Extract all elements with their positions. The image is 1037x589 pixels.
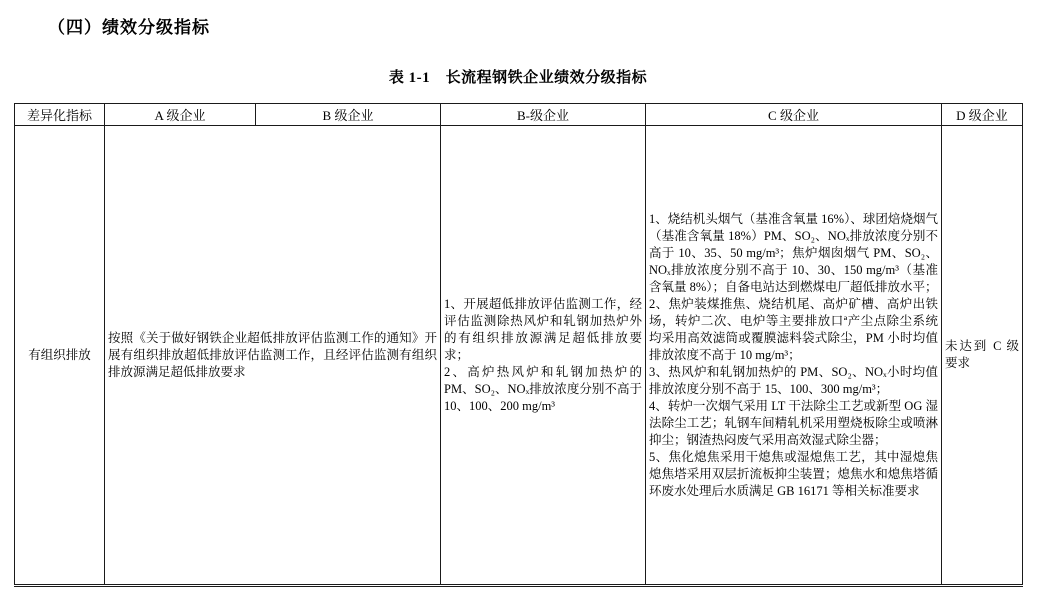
col-header-indicator: 差异化指标 — [15, 104, 105, 126]
grade-c-item-4: 4、转炉一次烟气采用 LT 干法除尘工艺或新型 OG 湿法除尘工艺；轧钢车间精轧机采用塑烧板除尘或喷淋抑尘；钢渣热闷废气采用高效湿式除尘器； — [649, 398, 938, 447]
grade-b-minus-item-1: 1、开展超低排放评估监测工作，经评估监测除热风炉和轧钢加热炉外的有组织排放源满足超低排放要求； — [444, 296, 642, 362]
cell-grade-a-b-merged — [105, 126, 441, 586]
performance-grading-table — [14, 103, 1023, 587]
grade-ab-text: 按照《关于做好钢铁企业超低排放评估监测工作的通知》开展有组织排放超低排放评估监测工作，且经评估监测有组织排放源满足超低排放要求 — [108, 330, 437, 379]
grade-d-text: 未达到 C 级要求 — [945, 339, 1019, 370]
grade-b-minus-item-2: 2、高炉热风炉和轧钢加热炉的 PM、SO₂、NOₓ排放浓度分别不高于 10、100、200 mg/m³ — [444, 364, 642, 413]
table-caption: 表 1-1 长流程钢铁企业绩效分级指标 — [388, 70, 648, 86]
cell-grade-c — [646, 126, 942, 586]
grade-c-item-1: 1、烧结机头烟气（基准含氧量 16%）、球团焙烧烟气（基准含氧量 18%）PM、SO₂、NOₓ排放浓度分别不高于 10、35、50 mg/m³；焦炉烟囱烟气 PM、SO₂、NOₓ排放浓度分别不高于 10、30、150 mg/m³（基准含氧量 8%）；自备电站达到燃煤电厂超低排放水平； — [649, 211, 938, 294]
table-header-row — [15, 104, 1023, 126]
col-header-grade-a: A 级企业 — [105, 104, 256, 126]
section-heading: （四）绩效分级指标 — [48, 18, 210, 37]
grade-c-item-3: 3、热风炉和轧钢加热炉的 PM、SO₂、NOₓ小时均值排放浓度分别不高于 15、100、300 mg/m³； — [649, 364, 938, 396]
col-header-grade-b: B 级企业 — [256, 104, 441, 126]
cell-grade-b-minus — [441, 126, 646, 586]
col-header-grade-d: D 级企业 — [942, 104, 1023, 126]
cell-indicator: 有组织排放 — [15, 126, 105, 586]
cell-grade-d — [942, 126, 1023, 586]
col-header-grade-b-minus: B-级企业 — [441, 104, 646, 126]
grade-c-item-2: 2、焦炉装煤推焦、烧结机尾、高炉矿槽、高炉出铁场，转炉二次、电炉等主要排放口ª产尘点除尘系统均采用高效滤筒或覆膜滤料袋式除尘，PM 小时均值排放浓度不高于 10 mg/m³； — [649, 296, 938, 362]
grade-c-item-5: 5、焦化熄焦采用干熄焦或湿熄焦工艺，其中湿熄焦熄焦塔采用双层折流板抑尘装置；熄焦水和熄焦塔循环废水处理后水质满足 GB 16171 等相关标准要求 — [649, 449, 938, 498]
col-header-grade-c: C 级企业 — [646, 104, 942, 126]
table-row-organized-emissions — [15, 126, 1023, 586]
